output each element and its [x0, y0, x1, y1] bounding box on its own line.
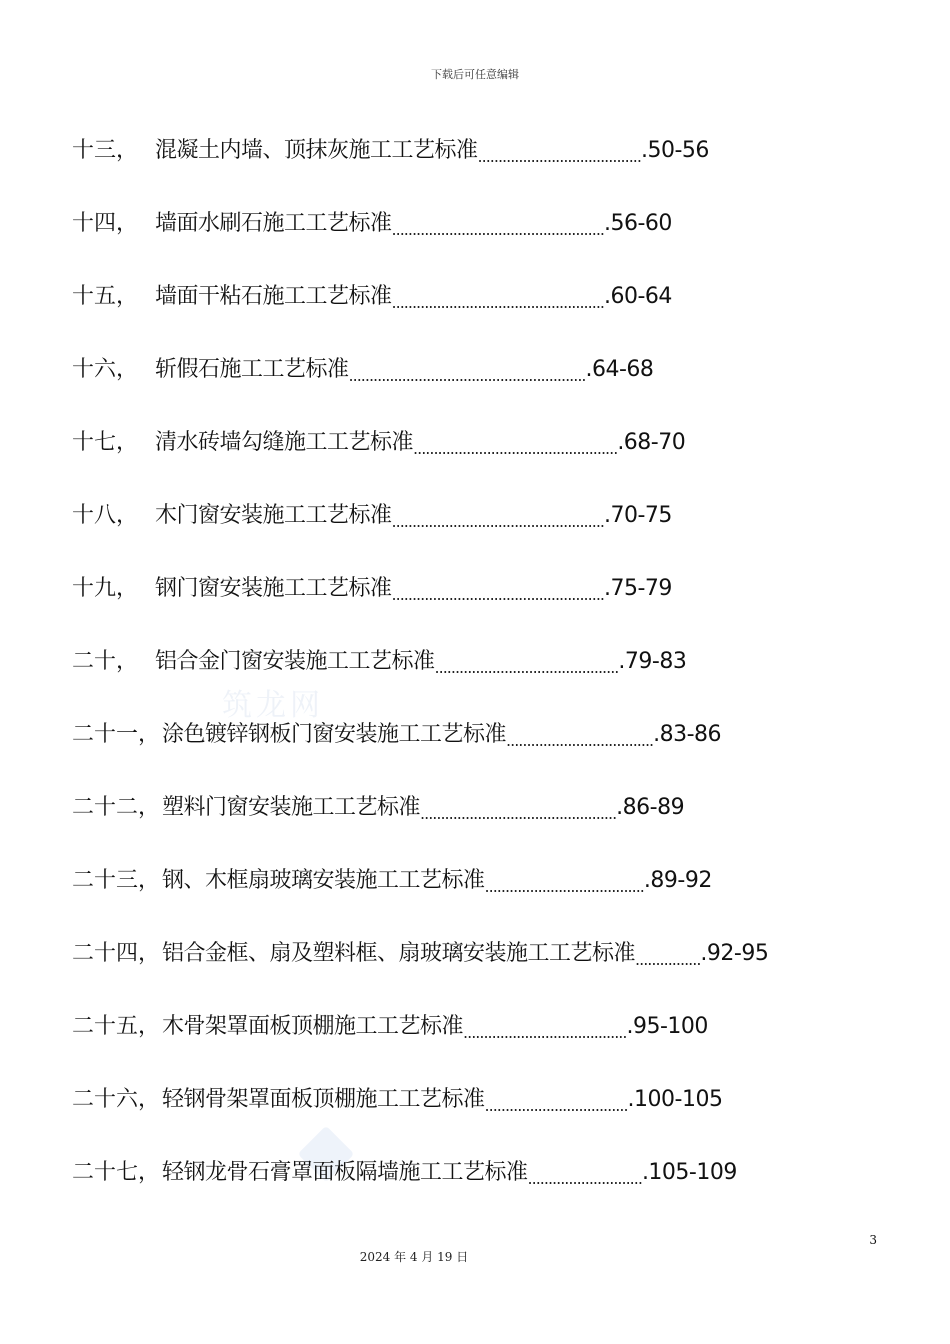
toc-entry-title: 轻钢龙骨石膏罩面板隔墙施工工艺标准	[162, 1160, 528, 1185]
toc-entry[interactable]	[72, 279, 872, 352]
toc-entry-number: 二十五，	[72, 1014, 161, 1039]
toc-entry-number: 二十三，	[72, 868, 161, 893]
toc-entry-number: 二十七，	[72, 1160, 161, 1185]
toc-entry-pages: .89-92	[643, 868, 712, 893]
toc-entry-number: 十五，	[72, 284, 139, 309]
toc-entry-title: 墙面干粘石施工工艺标准	[155, 284, 392, 309]
toc-entry-leader: ...................................	[484, 1096, 628, 1115]
toc-entry-pages: .105-109	[641, 1160, 737, 1185]
toc-entry[interactable]	[72, 644, 872, 717]
toc-entry-title: 铝合金门窗安装施工工艺标准	[155, 649, 435, 674]
toc-entry-pages: .83-86	[653, 722, 722, 747]
toc-entry-leader: ....................................	[506, 731, 654, 750]
toc-entry-pages: .75-79	[603, 576, 672, 601]
toc-entry-number: 十八，	[72, 503, 139, 528]
toc-entry[interactable]	[72, 206, 872, 279]
toc-entry-number: 十九，	[72, 576, 139, 601]
page-header: 下载后可任意编辑	[431, 68, 519, 81]
toc-entry-title: 钢、木框扇玻璃安装施工工艺标准	[162, 868, 485, 893]
toc-entry-pages: .68-70	[617, 430, 686, 455]
toc-entry-leader: .............................................	[434, 658, 619, 677]
toc-entry-title: 斩假石施工工艺标准	[155, 357, 349, 382]
toc-entry-number: 二十一，	[72, 722, 161, 747]
toc-entry-pages: .56-60	[603, 211, 672, 236]
toc-entry-title: 木门窗安装施工工艺标准	[155, 503, 392, 528]
toc-entry[interactable]	[72, 1082, 872, 1155]
toc-entry[interactable]	[72, 1155, 872, 1228]
toc-entry-title: 涂色镀锌钢板门窗安装施工工艺标准	[162, 722, 507, 747]
toc-entry-leader: ....................................................	[391, 293, 604, 312]
toc-entry-pages: .92-95	[700, 941, 769, 966]
toc-entry-number: 二十四，	[72, 941, 161, 966]
toc-entry[interactable]	[72, 717, 872, 790]
toc-entry[interactable]	[72, 352, 872, 425]
toc-entry-leader: ................	[635, 950, 701, 969]
toc-entry-number: 二十，	[72, 649, 139, 674]
toc-entry-title: 轻钢骨架罩面板顶棚施工工艺标准	[162, 1087, 485, 1112]
toc-entry-number: 二十二，	[72, 795, 161, 820]
toc-entry-leader: ............................	[527, 1169, 642, 1188]
toc-entry-leader: ........................................	[477, 147, 641, 166]
toc-entry-title: 塑料门窗安装施工工艺标准	[162, 795, 421, 820]
toc-entry-number: 十三，	[72, 138, 139, 163]
toc-entry-title: 木骨架罩面板顶棚施工工艺标准	[162, 1014, 464, 1039]
toc-entry-pages: .79-83	[618, 649, 687, 674]
toc-entry-leader: ..................................................	[413, 439, 618, 458]
page-number: 3	[869, 1233, 877, 1247]
toc-entry[interactable]	[72, 790, 872, 863]
toc-entry-leader: ................................................	[420, 804, 617, 823]
toc-entry[interactable]	[72, 571, 872, 644]
toc-entry-leader: ....................................................	[391, 220, 604, 239]
toc-entry-pages: .60-64	[603, 284, 672, 309]
toc-entry-leader: ....................................................	[391, 585, 604, 604]
toc-entry[interactable]	[72, 425, 872, 498]
footer-date: 2024 年 4 月 19 日	[359, 1250, 469, 1264]
toc-entry-leader: .......................................	[484, 877, 644, 896]
toc-entry-pages: .86-89	[616, 795, 685, 820]
toc-entry[interactable]	[72, 133, 872, 206]
toc-entry-title: 钢门窗安装施工工艺标准	[155, 576, 392, 601]
toc-entry-leader: ....................................................	[391, 512, 604, 531]
toc-entry[interactable]	[72, 863, 872, 936]
toc-entry[interactable]	[72, 498, 872, 571]
toc-entry-pages: .64-68	[585, 357, 654, 382]
toc-entry-number: 十六，	[72, 357, 139, 382]
toc-entry-leader: ........................................	[463, 1023, 627, 1042]
toc-entry-pages: .50-56	[640, 138, 709, 163]
watermark-text: 筑龙网	[222, 688, 324, 723]
toc-entry-title: 墙面水刷石施工工艺标准	[155, 211, 392, 236]
toc-entry-title: 混凝土内墙、顶抹灰施工工艺标准	[155, 138, 478, 163]
toc-entry-title: 清水砖墙勾缝施工工艺标准	[155, 430, 414, 455]
toc-entry[interactable]	[72, 936, 872, 1009]
toc-entry-number: 十四，	[72, 211, 139, 236]
toc-entry-number: 二十六，	[72, 1087, 161, 1112]
toc-entry-pages: .100-105	[627, 1087, 723, 1112]
toc-entry-title: 铝合金框、扇及塑料框、扇玻璃安装施工工艺标准	[162, 941, 636, 966]
table-of-contents	[72, 133, 872, 1228]
toc-entry-number: 十七，	[72, 430, 139, 455]
toc-entry-pages: .95-100	[626, 1014, 708, 1039]
toc-entry-leader: ..........................................................	[348, 366, 586, 385]
toc-entry[interactable]	[72, 1009, 872, 1082]
toc-entry-pages: .70-75	[603, 503, 672, 528]
